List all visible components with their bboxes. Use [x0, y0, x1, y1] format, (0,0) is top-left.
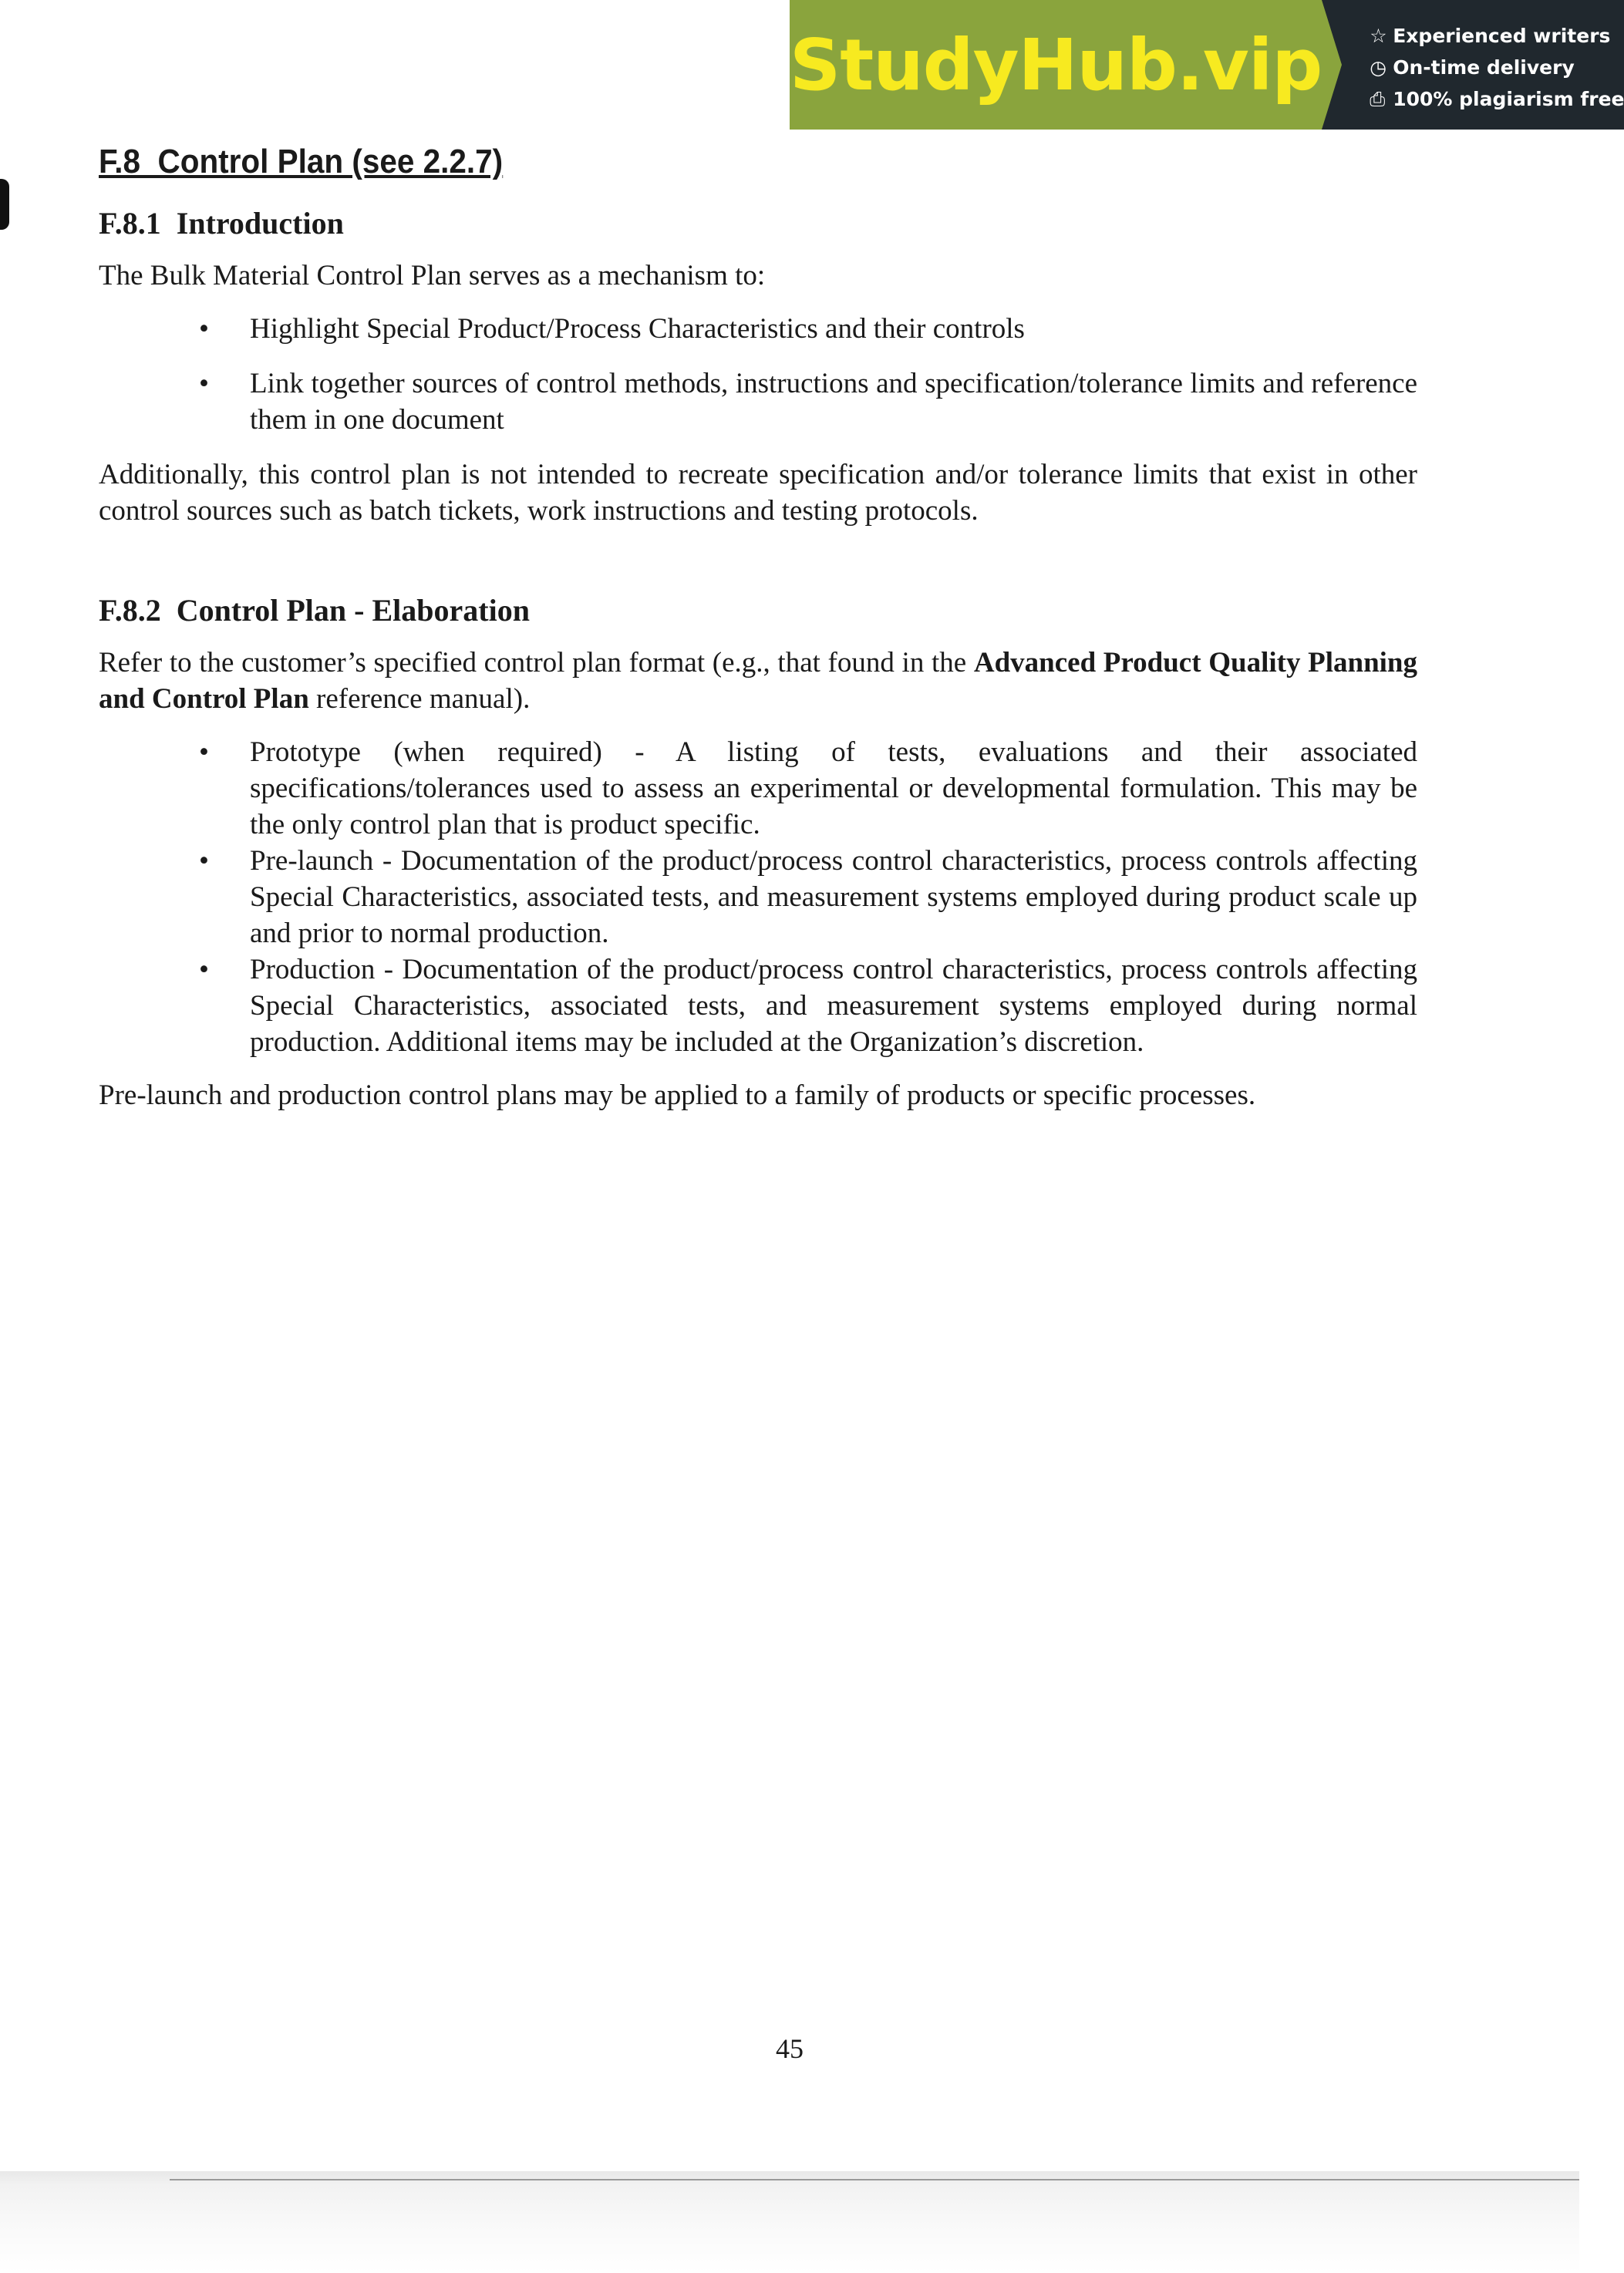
- lead-text-end: reference manual).: [308, 683, 531, 715]
- lead-text: Refer to the customer’s specified control plan format (e.g., that found in the: [99, 647, 974, 679]
- elaboration-bullet-list: [99, 734, 1417, 1060]
- list-item: • Production - Documentation of the product/process control characteristics, process controls affecting Special Characteristics, associated tests, and measurement systems employed during normal production. Additional items may be included at the Organization’s discretion.: [99, 951, 1417, 1060]
- manual-title: Advanced Product Quality Planning and Control Plan: [99, 647, 1418, 715]
- intro-heading: F.8.1 Introduction: [99, 206, 344, 241]
- intro-bullet-list: [99, 311, 1417, 438]
- clock-icon: ◷: [1370, 56, 1387, 79]
- banner-features: [1322, 0, 1624, 130]
- scan-shadow: [0, 2171, 1579, 2273]
- studyhub-banner[interactable]: [790, 0, 1624, 130]
- list-item: • Pre-launch - Documentation of the product/process control characteristics, process controls affecting Special Characteristics, associated tests, and measurement systems employed during product scale up and prior to normal production.: [99, 843, 1417, 951]
- banner-feature-text: Experienced writers: [1393, 25, 1611, 47]
- elaboration-heading: F.8.2 Control Plan - Elaboration: [99, 593, 530, 628]
- banner-feature-text: On-time delivery: [1393, 56, 1575, 79]
- list-item: • Prototype (when required) - A listing of tests, evaluations and their associated specifications/tolerances used to assess an experimental or developmental formulation. This may be the only control plan that is product specific.: [99, 734, 1417, 843]
- intro-lead: The Bulk Material Control Plan serves as a mechanism to:: [99, 260, 766, 291]
- list-item: • Link together sources of control methods, instructions and specification/tolerance limits and reference them in one document: [99, 365, 1417, 438]
- banner-feature: [1370, 20, 1624, 52]
- banner-arrow-shape: [1322, 0, 1342, 130]
- banner-feature: [1370, 52, 1624, 83]
- banner-logo-text: StudyHub.vip: [790, 23, 1322, 106]
- page-number: 45: [776, 2033, 804, 2064]
- elaboration-closing: Pre-launch and production control plans may be applied to a family of products or specific processes.: [99, 1079, 1256, 1111]
- scan-edge-mark: [0, 179, 9, 230]
- star-icon: ☆: [1370, 25, 1387, 47]
- document-check-icon: ⎙: [1370, 88, 1386, 110]
- banner-feature-text: 100% plagiarism free: [1393, 88, 1624, 110]
- document-body: [99, 139, 1417, 1130]
- intro-additional-paragraph: Additionally, this control plan is not intended to recreate specification and/or tolerance limits that exist in other control sources such as batch tickets, work instructions and testing protocols.: [99, 459, 1417, 527]
- banner-logo[interactable]: [790, 0, 1322, 130]
- banner-feature: [1370, 83, 1624, 115]
- elaboration-lead: [99, 645, 1417, 717]
- section-title: F.8 Control Plan (see 2.2.7): [99, 143, 504, 180]
- list-item: • Highlight Special Product/Process Characteristics and their controls: [99, 311, 1417, 347]
- scan-edge-line: [170, 2179, 1579, 2180]
